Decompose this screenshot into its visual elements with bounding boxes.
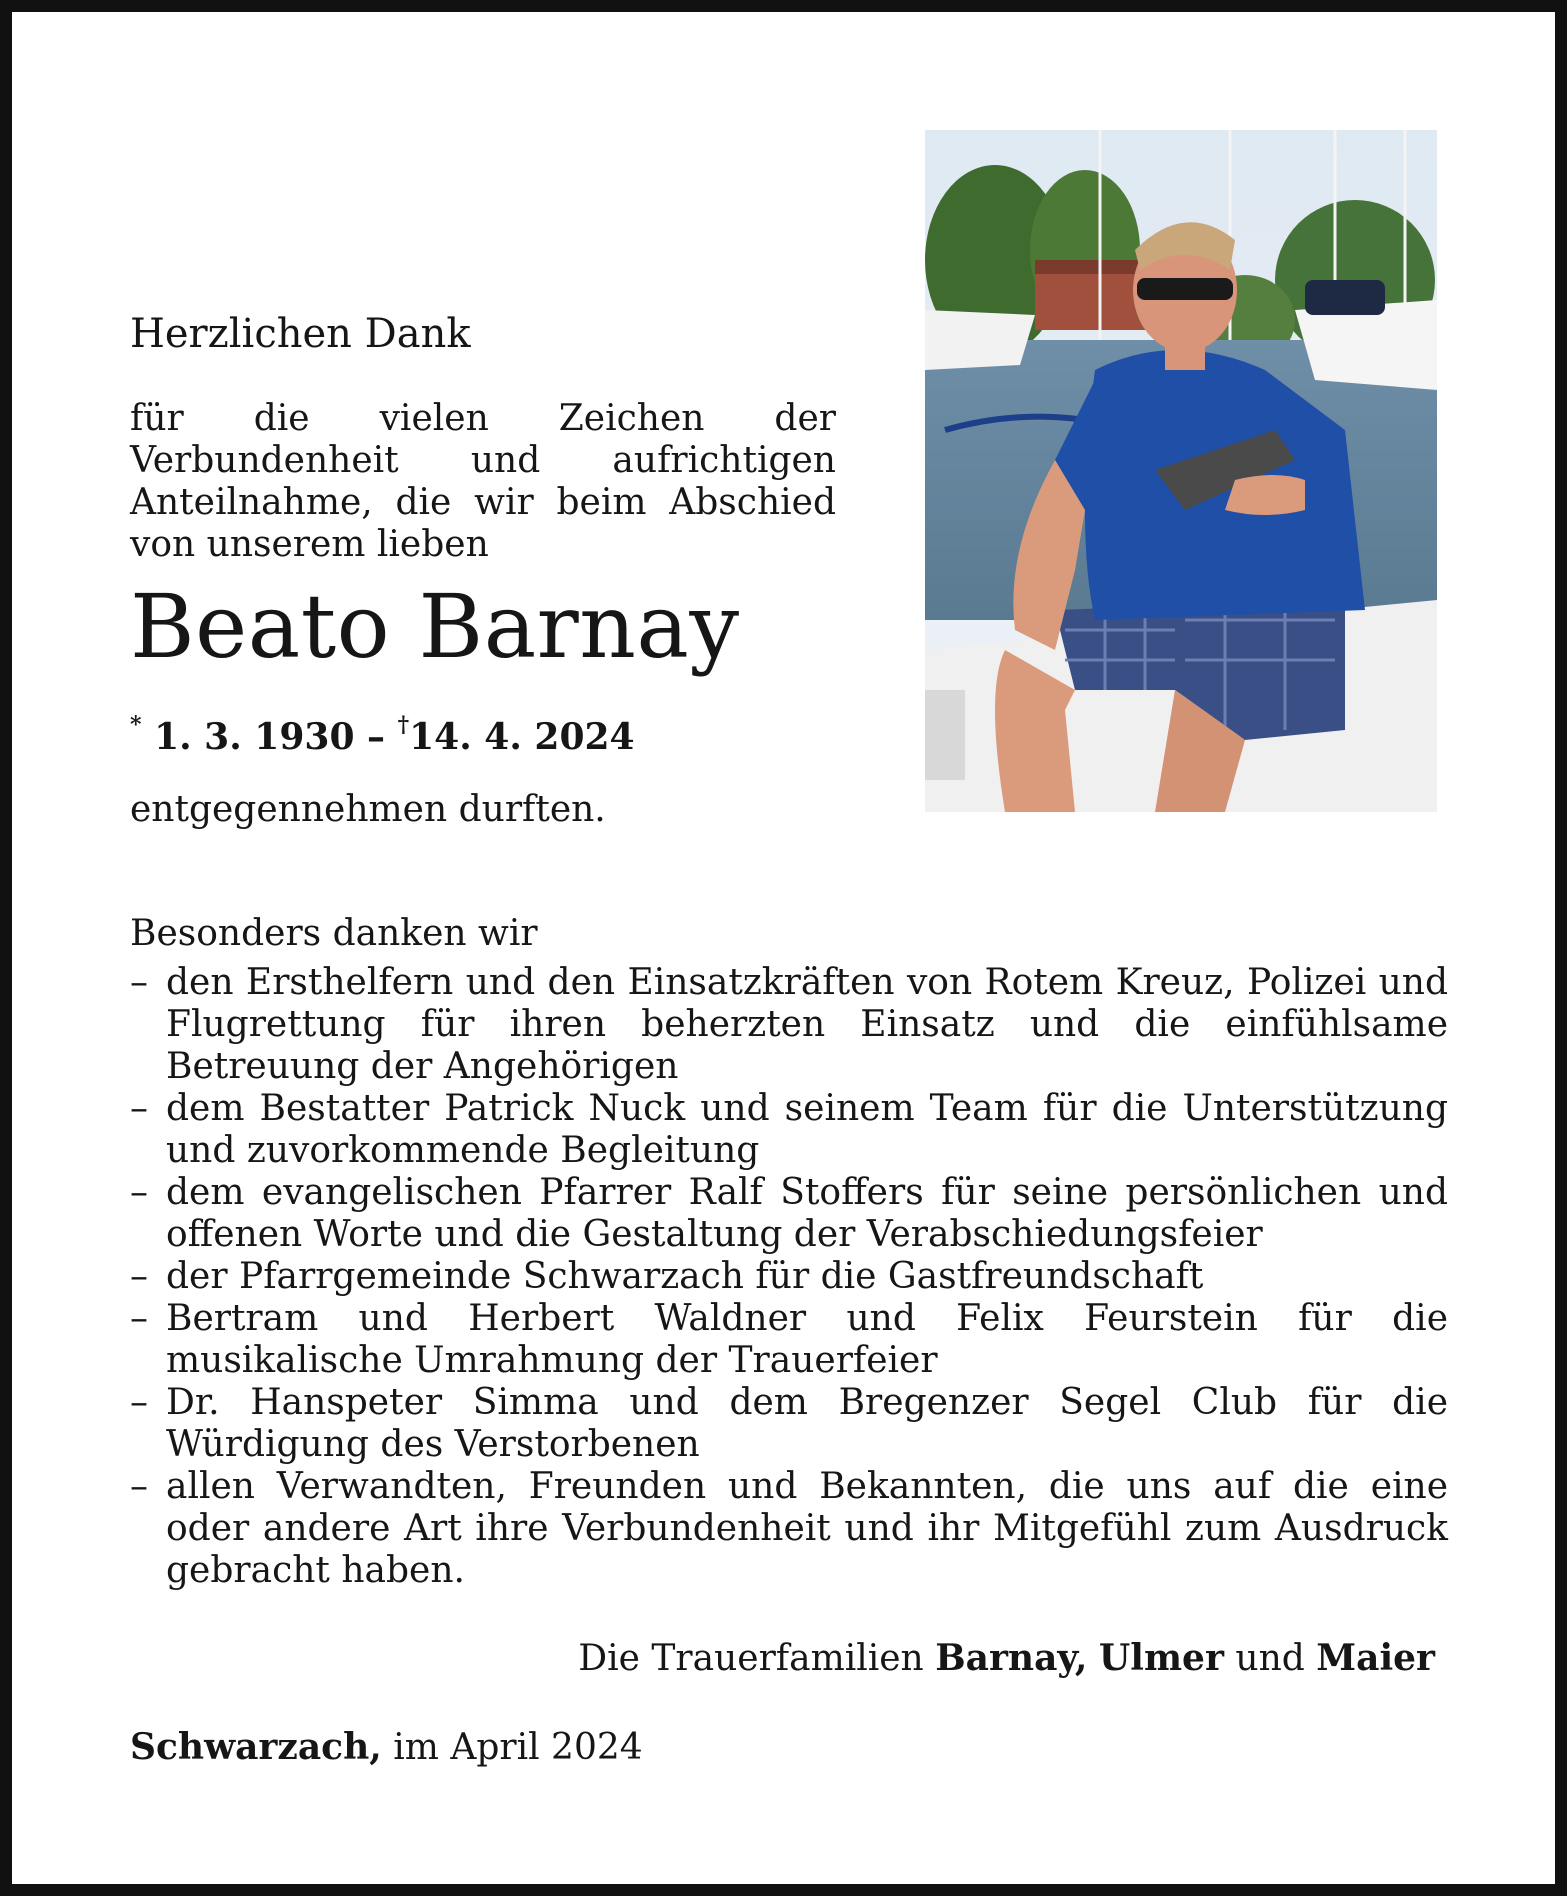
- thanks-list: [130, 962, 1448, 1592]
- families-conjunction: und: [1235, 1638, 1305, 1679]
- list-item-text: Dr. Hanspeter Simma und dem Bregenzer Segel Club für die Würdigung des Verstorbenen: [166, 1382, 1448, 1465]
- list-item-text: allen Verwandten, Freunden und Bekannten, die uns auf die eine oder andere Art ihre Verbundenheit und ihr Mitgefühl zum Ausdruck gebracht haben.: [166, 1466, 1448, 1591]
- families-signature: [578, 1635, 1435, 1682]
- place-name: Schwarzach,: [130, 1726, 382, 1768]
- list-item-text: dem evangelischen Pfarrer Ralf Stoffers für seine persönlichen und offenen Worte und die Gestaltung der Verabschiedungsfeier: [166, 1172, 1448, 1255]
- list-item: [130, 962, 1448, 1088]
- list-dash: –: [130, 1088, 148, 1129]
- deceased-name: Beato Barnay: [130, 575, 740, 678]
- list-item: [130, 1382, 1448, 1466]
- family-name-2: Ulmer: [1098, 1637, 1224, 1679]
- list-item: [130, 1172, 1448, 1256]
- greeting-heading: Herzlichen Dank: [130, 311, 471, 357]
- list-dash: –: [130, 1172, 148, 1213]
- intro-text: für die vielen Zeichen der Verbundenheit und aufrichtigen Anteilnahme, die wir beim Abschied von unserem lieben: [130, 398, 836, 565]
- list-item: [130, 1466, 1448, 1592]
- birth-date: 1. 3. 1930: [154, 716, 355, 758]
- list-dash: –: [130, 1466, 148, 1507]
- received-text: entgegennehmen durften.: [130, 789, 606, 830]
- death-symbol: †: [397, 712, 410, 738]
- thanks-heading: Besonders danken wir: [130, 913, 538, 954]
- list-item: [130, 1088, 1448, 1172]
- family-name-3: Maier: [1316, 1637, 1435, 1679]
- list-item: [130, 1256, 1448, 1298]
- families-prefix: Die Trauerfamilien: [578, 1638, 924, 1679]
- list-item-text: den Ersthelfern und den Einsatzkräften von Rotem Kreuz, Polizei und Flugrettung für ihren beherzten Einsatz und die einfühlsame Betreuung der Angehörigen: [166, 962, 1448, 1087]
- list-dash: –: [130, 1298, 148, 1339]
- closing-date: im April 2024: [393, 1727, 643, 1768]
- death-date: 14. 4. 2024: [409, 716, 635, 758]
- date-separator: –: [367, 716, 386, 758]
- list-item-text: dem Bestatter Patrick Nuck und seinem Team für die Unterstützung und zuvorkommende Begleitung: [166, 1088, 1448, 1171]
- list-item-text: der Pfarrgemeinde Schwarzach für die Gastfreundschaft: [166, 1256, 1204, 1297]
- portrait-photo: [925, 130, 1437, 812]
- life-dates: [130, 706, 635, 760]
- place-date: [130, 1724, 643, 1771]
- list-dash: –: [130, 1382, 148, 1423]
- list-item-text: Bertram und Herbert Waldner und Felix Feurstein für die musikalische Umrahmung der Trauerfeier: [166, 1298, 1448, 1381]
- list-dash: –: [130, 962, 148, 1003]
- list-item: [130, 1298, 1448, 1382]
- family-name-1: Barnay,: [935, 1637, 1088, 1679]
- list-dash: –: [130, 1256, 148, 1297]
- birth-symbol: *: [130, 712, 142, 738]
